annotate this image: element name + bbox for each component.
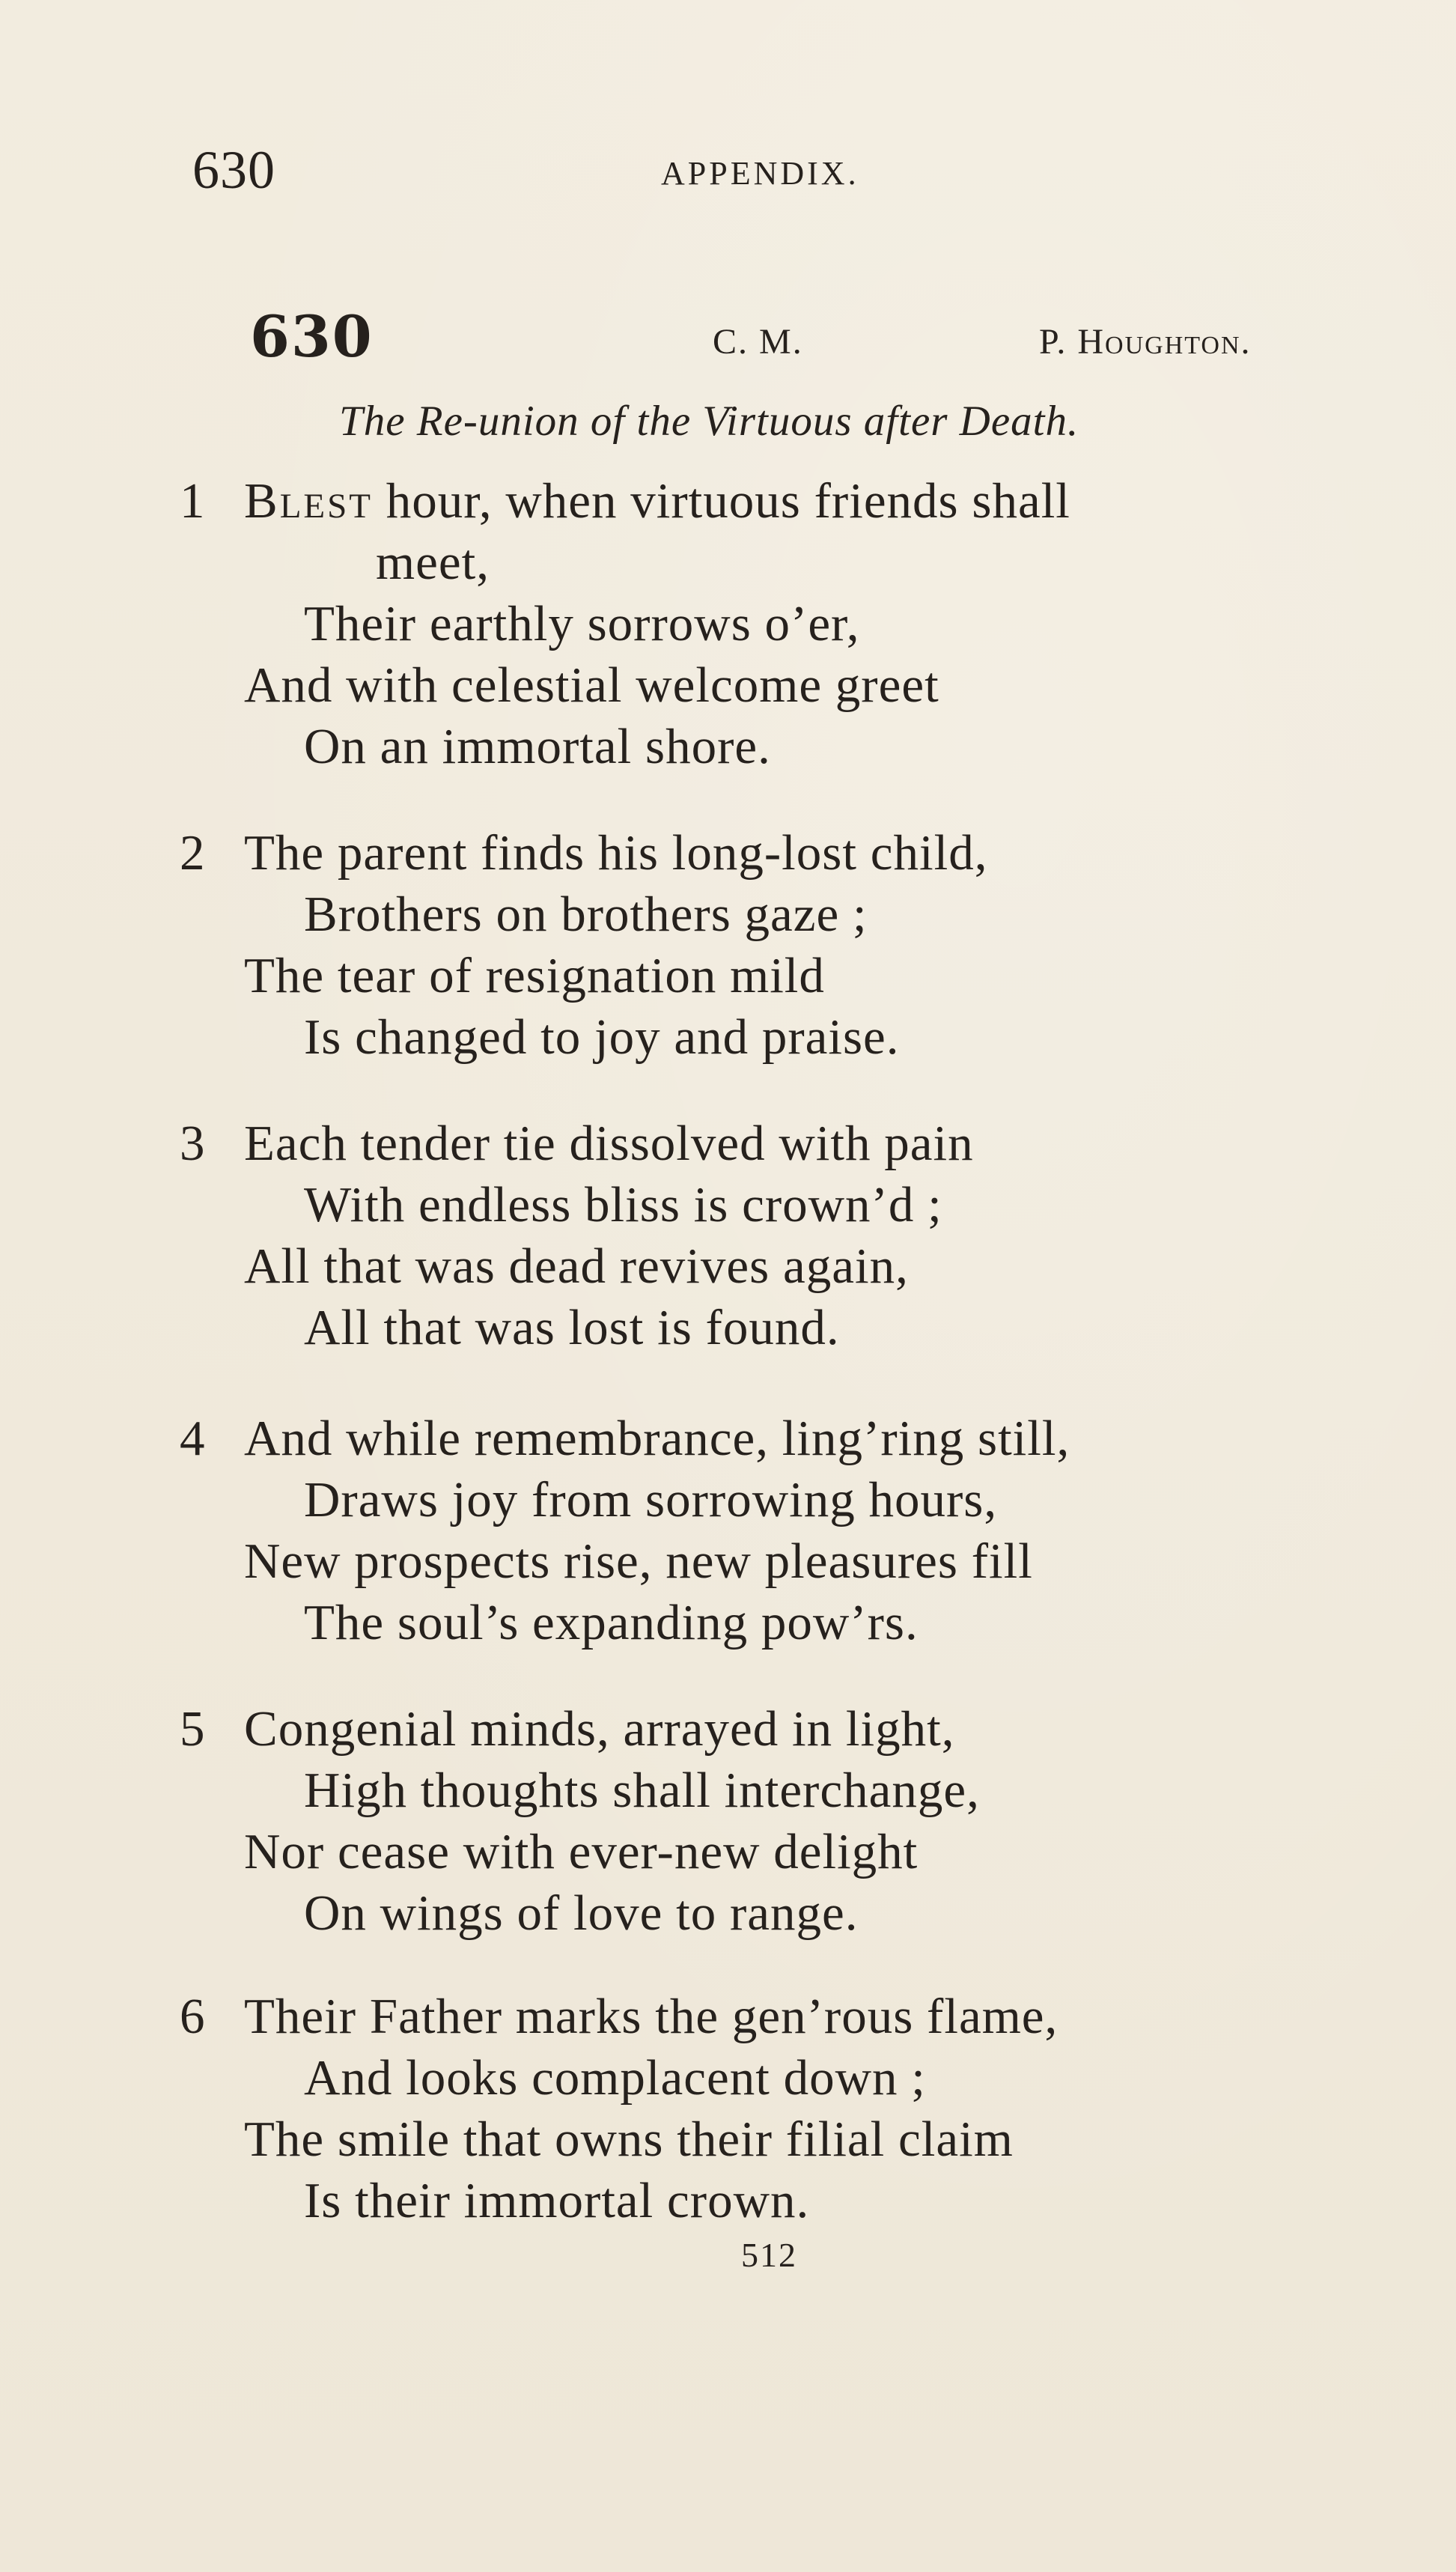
stanza-line-text: The smile that owns their filial claim (244, 2112, 1014, 2167)
stanza-line-text: Draws joy from sorrowing hours, (304, 1472, 998, 1527)
stanza-line (180, 1006, 1407, 1068)
stanza-line (180, 945, 1407, 1006)
stanza-number: 3 (180, 1116, 206, 1171)
stanza-line-text: New prospects rise, new pleasures fill (244, 1533, 1033, 1589)
folio-signature: 512 (741, 2236, 797, 2274)
line-rest: hour, when virtuous friends shall (372, 473, 1070, 529)
stanza-line-text: All that was dead revives again, (244, 1238, 909, 1294)
stanza-line-text: Is their immortal crown. (304, 2173, 810, 2228)
stanza-line (180, 822, 1407, 884)
stanza-line-text: The tear of resignation mild (244, 948, 825, 1003)
hymn-author: P. Houghton. (1039, 322, 1252, 362)
stanza-line (180, 1174, 1407, 1235)
stanza-line-text: Their Father marks the gen’rous flame, (244, 1989, 1059, 2044)
stanza-5 (180, 1698, 1407, 1944)
hymn-title: The Re-union of the Virtuous after Death. (339, 398, 1079, 445)
stanza-line-text: With endless bliss is crown’d ; (304, 1177, 942, 1232)
stanza-number: 5 (180, 1701, 206, 1757)
stanza-line (180, 1235, 1407, 1297)
stanza-line (180, 1882, 1407, 1944)
stanza-line-text (244, 470, 1070, 532)
stanza-line (180, 1760, 1407, 1821)
stanza-line-text: And looks complacent down ; (304, 2050, 926, 2106)
hymn-header (250, 303, 1358, 378)
stanza-line-text: And with celestial welcome greet (244, 657, 939, 713)
stanza-line (180, 1408, 1407, 1469)
first-word: Blest (244, 473, 373, 529)
stanza-line-text: Congenial minds, arrayed in light, (244, 1701, 955, 1757)
stanza-line (180, 1297, 1407, 1358)
stanza-line-text: Nor cease with ever-new delight (244, 1824, 919, 1879)
stanza-number: 1 (180, 473, 206, 529)
stanza-line-text: meet, (376, 535, 490, 590)
stanza-line (180, 1469, 1407, 1530)
stanza-line (180, 2109, 1407, 2170)
stanza-line (180, 532, 1407, 593)
running-head (192, 139, 941, 207)
hymn-meter: C. M. (713, 322, 803, 362)
stanza-line (180, 2170, 1407, 2231)
stanza-line (180, 593, 1407, 654)
stanza-line-text: The soul’s expanding pow’rs. (304, 1595, 919, 1650)
stanza-line-text: Their earthly sorrows o’er, (304, 596, 860, 651)
stanza-line-text: All that was lost is found. (304, 1300, 840, 1355)
stanza-line (180, 716, 1407, 777)
stanza-line (180, 1113, 1407, 1174)
stanza-3 (180, 1113, 1407, 1358)
stanza-line-text: And while remembrance, ling’ring still, (244, 1411, 1070, 1466)
stanza-line (180, 1530, 1407, 1592)
stanza-line (180, 1821, 1407, 1882)
stanza-line-text: Each tender tie dissolved with pain (244, 1116, 974, 1171)
stanza-line-text: High thoughts shall interchange, (304, 1763, 980, 1818)
stanza-line (180, 2047, 1407, 2109)
stanza-number: 6 (180, 1989, 206, 2044)
stanza-line (180, 470, 1407, 532)
stanza-2 (180, 822, 1407, 1068)
stanza-line-text: On an immortal shore. (304, 719, 771, 774)
stanza-line (180, 654, 1407, 716)
stanza-line (180, 1986, 1407, 2047)
running-title: APPENDIX. (661, 155, 859, 192)
stanza-6 (180, 1986, 1407, 2231)
stanza-number: 2 (180, 825, 206, 881)
stanza-line (180, 884, 1407, 945)
stanza-line-text: Brothers on brothers gaze ; (304, 887, 868, 942)
stanza-line-text: Is changed to joy and praise. (304, 1009, 900, 1065)
page-number: 630 (192, 140, 275, 200)
stanza-4 (180, 1408, 1407, 1653)
stanza-line (180, 1698, 1407, 1760)
stanza-1 (180, 470, 1407, 777)
stanza-number: 4 (180, 1411, 206, 1466)
stanza-line-text: On wings of love to range. (304, 1885, 859, 1941)
hymn-number: 630 (250, 303, 374, 370)
stanza-line-text: The parent finds his long-lost child, (244, 825, 988, 881)
stanza-line (180, 1592, 1407, 1653)
